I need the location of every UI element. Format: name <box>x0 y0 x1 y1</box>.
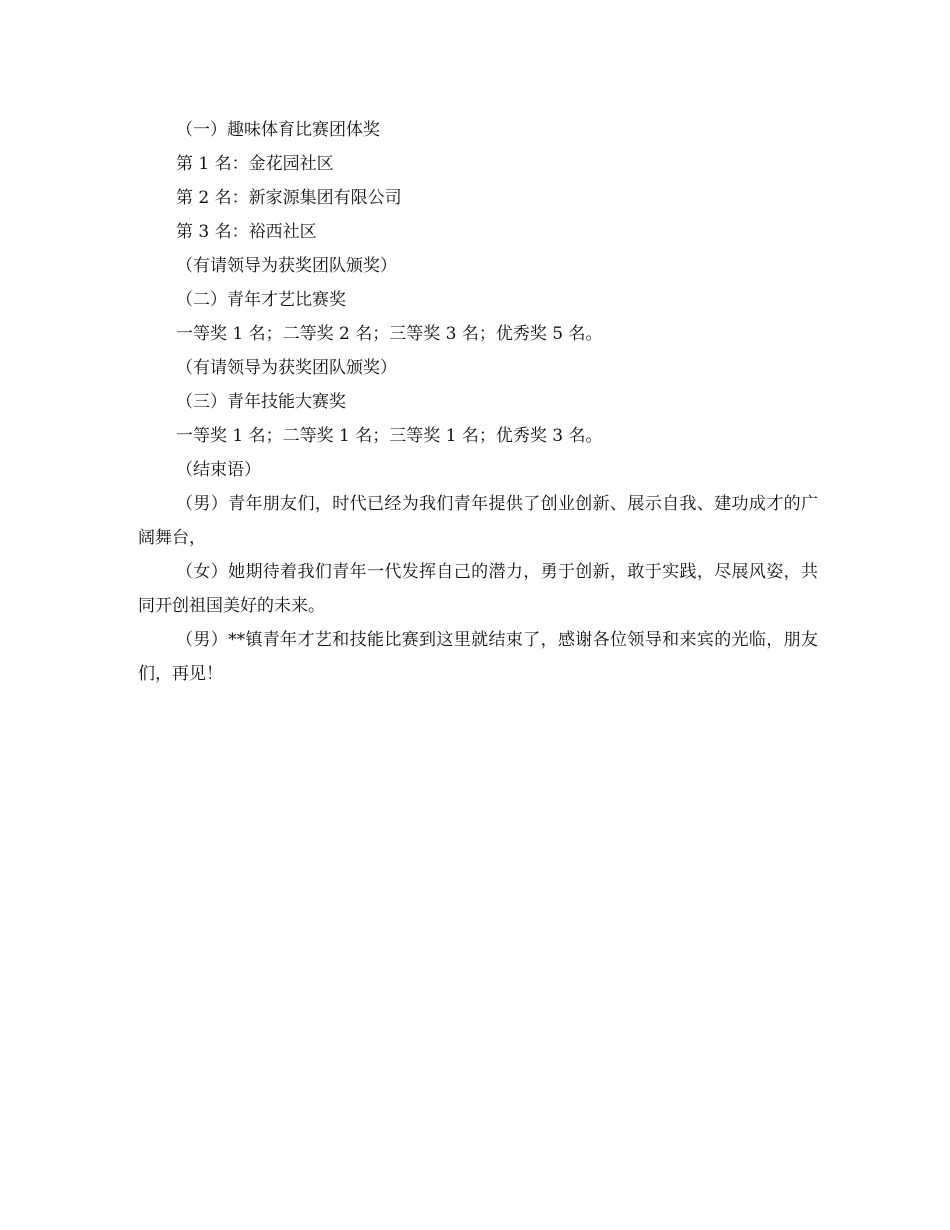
skills-award-summary: 一等奖 1 名；二等奖 1 名；三等奖 1 名；优秀奖 3 名。 <box>176 426 603 446</box>
closing-paragraph-female: （女）她期待着我们青年一代发挥自己的潜力，勇于创新，敢于实践，尽展风姿，共同开创祖国美好的未来。 <box>138 562 818 616</box>
closing-remarks-heading: （结束语） <box>176 460 261 480</box>
talent-award-summary: 一等奖 1 名；二等奖 2 名；三等奖 3 名；优秀奖 5 名。 <box>176 324 603 344</box>
award-third-place: 第 3 名：裕西社区 <box>176 222 317 242</box>
closing-paragraph-male-2: （男）**镇青年才艺和技能比赛到这里就结束了，感谢各位领导和来宾的光临，朋友们，再见！ <box>138 630 818 684</box>
document-body <box>138 113 818 691</box>
award-first-place: 第 1 名：金花园社区 <box>176 154 334 174</box>
section-heading-talent-award: （二）青年才艺比赛奖 <box>176 290 346 310</box>
closing-paragraph-male-1: （男）青年朋友们，时代已经为我们青年提供了创业创新、展示自我、建功成才的广阔舞台， <box>138 494 818 548</box>
award-second-place: 第 2 名：新家源集团有限公司 <box>176 188 402 208</box>
section-heading-skills-award: （三）青年技能大赛奖 <box>176 392 346 412</box>
section-heading-sports-team-award: （一）趣味体育比赛团体奖 <box>176 120 380 140</box>
stage-direction: （有请领导为获奖团队颁奖） <box>176 358 397 378</box>
stage-direction: （有请领导为获奖团队颁奖） <box>176 256 397 276</box>
